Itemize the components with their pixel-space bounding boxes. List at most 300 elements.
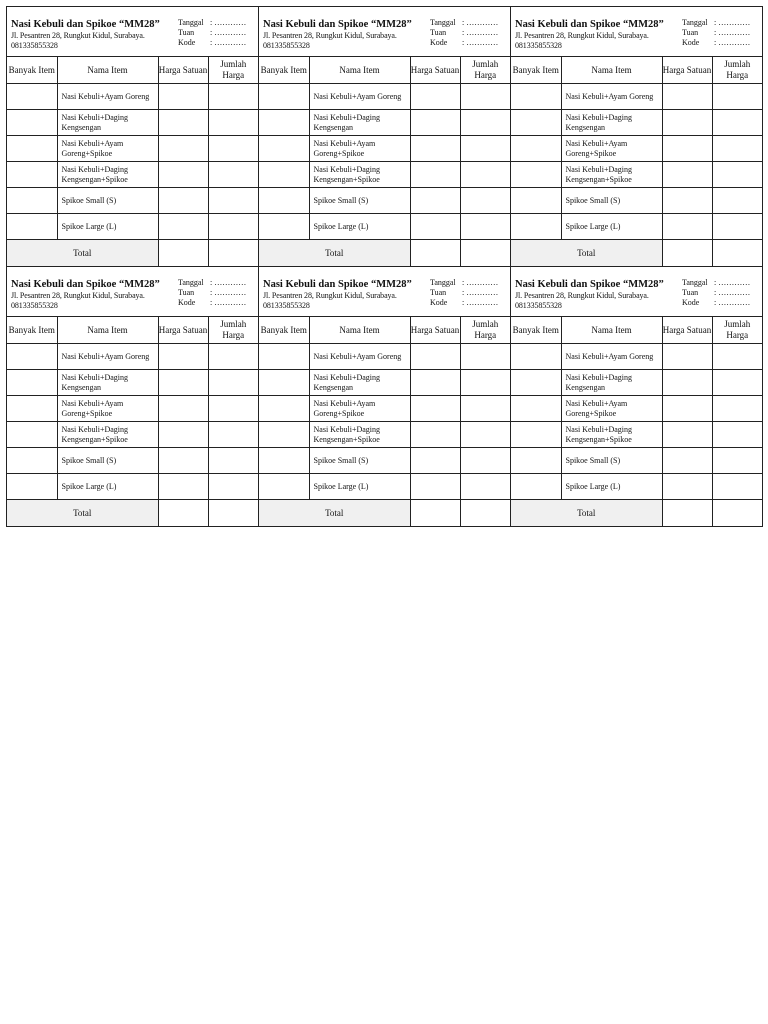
- table-row: [511, 474, 762, 500]
- item-name: Nasi Kebuli+Ayam Goreng: [57, 84, 158, 110]
- meta-value: : …………: [462, 38, 499, 47]
- table-header-row: [259, 57, 510, 84]
- meta-value: : …………: [210, 298, 247, 307]
- col-header-banyak-item: Banyak Item: [7, 317, 57, 344]
- unit-price-cell[interactable]: [158, 370, 208, 396]
- table-row: [511, 162, 762, 188]
- meta-row-tuan: [430, 28, 506, 38]
- total-row: [511, 240, 762, 267]
- receipt-form: [259, 267, 511, 527]
- amount-cell[interactable]: [460, 162, 510, 188]
- qty-cell[interactable]: [7, 396, 57, 422]
- col-header-jumlah-harga: Jumlah Harga: [460, 317, 510, 344]
- order-table: [7, 317, 258, 526]
- meta-value: : …………: [714, 38, 751, 47]
- col-header-banyak-item: Banyak Item: [7, 57, 57, 84]
- amount-cell[interactable]: [208, 396, 258, 422]
- receipt-header: [511, 7, 762, 57]
- receipt-meta: [178, 274, 254, 316]
- col-header-harga-satuan: Harga Satuan: [662, 57, 712, 84]
- qty-cell[interactable]: [259, 344, 309, 370]
- qty-cell[interactable]: [511, 448, 561, 474]
- unit-price-cell[interactable]: [662, 188, 712, 214]
- qty-cell[interactable]: [511, 84, 561, 110]
- total-row: [259, 500, 510, 527]
- shop-address: Jl. Pesantren 28, Rungkut Kidul, Surabaya.: [11, 291, 145, 300]
- unit-price-cell[interactable]: [662, 396, 712, 422]
- total-label: Total: [511, 500, 662, 527]
- table-row: [7, 110, 258, 136]
- meta-row-tanggal: [682, 278, 758, 288]
- qty-cell[interactable]: [259, 136, 309, 162]
- unit-price-cell[interactable]: [158, 136, 208, 162]
- shop-info: [515, 274, 680, 316]
- amount-cell[interactable]: [208, 422, 258, 448]
- amount-cell[interactable]: [712, 344, 762, 370]
- qty-cell[interactable]: [511, 188, 561, 214]
- meta-row-kode: [430, 298, 506, 308]
- unit-price-cell[interactable]: [662, 162, 712, 188]
- meta-label: Tanggal: [178, 18, 204, 27]
- qty-cell[interactable]: [259, 84, 309, 110]
- table-row: [259, 214, 510, 240]
- table-row: [7, 422, 258, 448]
- meta-label: Tuan: [430, 288, 447, 297]
- table-row: [7, 136, 258, 162]
- unit-price-cell[interactable]: [662, 344, 712, 370]
- unit-price-cell[interactable]: [410, 448, 460, 474]
- unit-price-cell[interactable]: [158, 188, 208, 214]
- unit-price-cell[interactable]: [410, 136, 460, 162]
- unit-price-cell[interactable]: [158, 162, 208, 188]
- total-row: [511, 500, 762, 527]
- qty-cell[interactable]: [511, 422, 561, 448]
- unit-price-cell[interactable]: [410, 396, 460, 422]
- amount-cell[interactable]: [460, 110, 510, 136]
- unit-price-cell[interactable]: [410, 422, 460, 448]
- item-name: Spikoe Large (L): [57, 474, 158, 500]
- table-row: [511, 214, 762, 240]
- item-name: Spikoe Large (L): [561, 214, 662, 240]
- item-name: Nasi Kebuli+Ayam Goreng: [57, 344, 158, 370]
- total-unit-cell[interactable]: [410, 240, 460, 267]
- item-name: Nasi Kebuli+Daging Kengsengan+Spikoe: [57, 422, 158, 448]
- qty-cell[interactable]: [259, 188, 309, 214]
- qty-cell[interactable]: [259, 474, 309, 500]
- qty-cell[interactable]: [7, 110, 57, 136]
- meta-row-tanggal: [430, 18, 506, 28]
- shop-phone: 081335855328: [515, 301, 562, 310]
- qty-cell[interactable]: [511, 110, 561, 136]
- meta-value: : …………: [462, 278, 499, 287]
- qty-cell[interactable]: [7, 370, 57, 396]
- receipt-form: [511, 267, 763, 527]
- shop-phone: 081335855328: [263, 301, 310, 310]
- table-header-row: [7, 317, 258, 344]
- amount-cell[interactable]: [460, 370, 510, 396]
- total-amount-cell[interactable]: [460, 500, 510, 527]
- table-header-row: [511, 57, 762, 84]
- table-header-row: [7, 57, 258, 84]
- item-name: Spikoe Large (L): [57, 214, 158, 240]
- receipt-meta: [178, 14, 254, 56]
- item-name: Nasi Kebuli+Daging Kengsengan+Spikoe: [309, 162, 410, 188]
- unit-price-cell[interactable]: [662, 474, 712, 500]
- col-header-nama-item: Nama Item: [561, 317, 662, 344]
- amount-cell[interactable]: [460, 474, 510, 500]
- qty-cell[interactable]: [259, 422, 309, 448]
- unit-price-cell[interactable]: [662, 448, 712, 474]
- table-row: [7, 344, 258, 370]
- total-label: Total: [259, 500, 410, 527]
- col-header-nama-item: Nama Item: [561, 57, 662, 84]
- col-header-banyak-item: Banyak Item: [259, 317, 309, 344]
- amount-cell[interactable]: [460, 422, 510, 448]
- meta-row-tanggal: [682, 18, 758, 28]
- amount-cell[interactable]: [712, 422, 762, 448]
- qty-cell[interactable]: [259, 396, 309, 422]
- unit-price-cell[interactable]: [158, 422, 208, 448]
- amount-cell[interactable]: [208, 474, 258, 500]
- unit-price-cell[interactable]: [158, 84, 208, 110]
- unit-price-cell[interactable]: [158, 214, 208, 240]
- unit-price-cell[interactable]: [158, 396, 208, 422]
- table-row: [259, 162, 510, 188]
- table-row: [259, 136, 510, 162]
- col-header-harga-satuan: Harga Satuan: [410, 317, 460, 344]
- amount-cell[interactable]: [460, 84, 510, 110]
- qty-cell[interactable]: [7, 474, 57, 500]
- receipt-header: [7, 267, 258, 317]
- amount-cell[interactable]: [208, 188, 258, 214]
- receipt-form: [511, 7, 763, 267]
- unit-price-cell[interactable]: [410, 188, 460, 214]
- receipt-meta: [430, 274, 506, 316]
- meta-label: Tuan: [430, 28, 447, 37]
- shop-address: Jl. Pesantren 28, Rungkut Kidul, Surabaya.: [515, 31, 649, 40]
- amount-cell[interactable]: [712, 474, 762, 500]
- unit-price-cell[interactable]: [662, 422, 712, 448]
- shop-name: Nasi Kebuli dan Spikoe “MM28”: [263, 279, 412, 290]
- qty-cell[interactable]: [511, 396, 561, 422]
- col-header-jumlah-harga: Jumlah Harga: [712, 317, 762, 344]
- table-row: [511, 370, 762, 396]
- meta-row-kode: [682, 298, 758, 308]
- col-header-harga-satuan: Harga Satuan: [158, 57, 208, 84]
- order-table: [511, 317, 762, 526]
- item-name: Spikoe Large (L): [309, 214, 410, 240]
- shop-phone: 081335855328: [515, 41, 562, 50]
- amount-cell[interactable]: [208, 110, 258, 136]
- unit-price-cell[interactable]: [662, 110, 712, 136]
- amount-cell[interactable]: [208, 162, 258, 188]
- table-row: [259, 110, 510, 136]
- table-row: [259, 474, 510, 500]
- meta-value: : …………: [462, 28, 499, 37]
- table-row: [7, 84, 258, 110]
- qty-cell[interactable]: [7, 162, 57, 188]
- amount-cell[interactable]: [712, 162, 762, 188]
- qty-cell[interactable]: [7, 84, 57, 110]
- order-table: [7, 57, 258, 266]
- meta-row-tuan: [178, 288, 254, 298]
- receipt-form: [7, 7, 259, 267]
- table-row: [7, 214, 258, 240]
- table-row: [7, 448, 258, 474]
- amount-cell[interactable]: [460, 396, 510, 422]
- amount-cell[interactable]: [712, 448, 762, 474]
- table-row: [511, 110, 762, 136]
- item-name: Nasi Kebuli+Daging Kengsengan+Spikoe: [561, 162, 662, 188]
- item-name: Nasi Kebuli+Daging Kengsengan: [57, 370, 158, 396]
- receipt-header: [259, 7, 510, 57]
- qty-cell[interactable]: [259, 448, 309, 474]
- meta-label: Kode: [430, 38, 448, 47]
- meta-row-kode: [178, 38, 254, 48]
- table-row: [259, 448, 510, 474]
- qty-cell[interactable]: [511, 214, 561, 240]
- qty-cell[interactable]: [7, 214, 57, 240]
- item-name: Nasi Kebuli+Ayam Goreng+Spikoe: [57, 136, 158, 162]
- item-name: Nasi Kebuli+Daging Kengsengan: [309, 110, 410, 136]
- col-header-nama-item: Nama Item: [57, 57, 158, 84]
- col-header-jumlah-harga: Jumlah Harga: [208, 317, 258, 344]
- qty-cell[interactable]: [511, 162, 561, 188]
- meta-label: Tanggal: [430, 18, 456, 27]
- qty-cell[interactable]: [259, 370, 309, 396]
- total-amount-cell[interactable]: [208, 500, 258, 527]
- shop-address: Jl. Pesantren 28, Rungkut Kidul, Surabaya.: [11, 31, 145, 40]
- table-row: [511, 84, 762, 110]
- order-table: [259, 317, 510, 526]
- amount-cell[interactable]: [208, 214, 258, 240]
- qty-cell[interactable]: [511, 344, 561, 370]
- qty-cell[interactable]: [7, 448, 57, 474]
- amount-cell[interactable]: [208, 136, 258, 162]
- total-label: Total: [259, 240, 410, 267]
- meta-row-kode: [178, 298, 254, 308]
- shop-info: [11, 14, 176, 56]
- unit-price-cell[interactable]: [662, 370, 712, 396]
- total-amount-cell[interactable]: [460, 240, 510, 267]
- col-header-nama-item: Nama Item: [57, 317, 158, 344]
- total-unit-cell[interactable]: [158, 500, 208, 527]
- unit-price-cell[interactable]: [662, 214, 712, 240]
- shop-name: Nasi Kebuli dan Spikoe “MM28”: [515, 19, 664, 30]
- meta-value: : …………: [714, 288, 751, 297]
- shop-address: Jl. Pesantren 28, Rungkut Kidul, Surabaya.: [263, 31, 397, 40]
- table-row: [511, 396, 762, 422]
- meta-row-kode: [682, 38, 758, 48]
- item-name: Nasi Kebuli+Ayam Goreng+Spikoe: [561, 136, 662, 162]
- col-header-jumlah-harga: Jumlah Harga: [460, 57, 510, 84]
- qty-cell[interactable]: [511, 370, 561, 396]
- item-name: Nasi Kebuli+Daging Kengsengan+Spikoe: [57, 162, 158, 188]
- amount-cell[interactable]: [712, 110, 762, 136]
- meta-row-tuan: [430, 288, 506, 298]
- item-name: Spikoe Small (S): [57, 188, 158, 214]
- unit-price-cell[interactable]: [410, 214, 460, 240]
- unit-price-cell[interactable]: [410, 84, 460, 110]
- item-name: Nasi Kebuli+Ayam Goreng: [309, 344, 410, 370]
- table-header-row: [511, 317, 762, 344]
- unit-price-cell[interactable]: [410, 162, 460, 188]
- item-name: Spikoe Small (S): [57, 448, 158, 474]
- table-row: [259, 370, 510, 396]
- order-table: [511, 57, 762, 266]
- meta-value: : …………: [210, 18, 247, 27]
- item-name: Spikoe Small (S): [309, 188, 410, 214]
- amount-cell[interactable]: [712, 370, 762, 396]
- meta-label: Tuan: [682, 28, 699, 37]
- shop-phone: 081335855328: [11, 41, 58, 50]
- col-header-harga-satuan: Harga Satuan: [158, 317, 208, 344]
- table-row: [259, 422, 510, 448]
- amount-cell[interactable]: [208, 84, 258, 110]
- amount-cell[interactable]: [208, 448, 258, 474]
- shop-name: Nasi Kebuli dan Spikoe “MM28”: [263, 19, 412, 30]
- qty-cell[interactable]: [259, 162, 309, 188]
- meta-value: : …………: [210, 278, 247, 287]
- meta-row-kode: [430, 38, 506, 48]
- item-name: Nasi Kebuli+Daging Kengsengan+Spikoe: [309, 422, 410, 448]
- unit-price-cell[interactable]: [158, 474, 208, 500]
- item-name: Nasi Kebuli+Daging Kengsengan+Spikoe: [561, 422, 662, 448]
- unit-price-cell[interactable]: [410, 370, 460, 396]
- meta-row-tanggal: [430, 278, 506, 288]
- item-name: Nasi Kebuli+Daging Kengsengan: [561, 110, 662, 136]
- qty-cell[interactable]: [259, 214, 309, 240]
- total-unit-cell[interactable]: [158, 240, 208, 267]
- receipt-meta: [430, 14, 506, 56]
- amount-cell[interactable]: [712, 84, 762, 110]
- col-header-harga-satuan: Harga Satuan: [662, 317, 712, 344]
- table-row: [7, 162, 258, 188]
- qty-cell[interactable]: [259, 110, 309, 136]
- item-name: Nasi Kebuli+Daging Kengsengan: [561, 370, 662, 396]
- total-unit-cell[interactable]: [662, 240, 712, 267]
- total-unit-cell[interactable]: [662, 500, 712, 527]
- shop-address: Jl. Pesantren 28, Rungkut Kidul, Surabaya.: [263, 291, 397, 300]
- meta-label: Tuan: [178, 288, 195, 297]
- meta-value: : …………: [210, 38, 247, 47]
- item-name: Spikoe Small (S): [561, 188, 662, 214]
- receipt-meta: [682, 14, 758, 56]
- amount-cell[interactable]: [712, 214, 762, 240]
- total-amount-cell[interactable]: [712, 240, 762, 267]
- table-row: [259, 188, 510, 214]
- qty-cell[interactable]: [7, 422, 57, 448]
- meta-value: : …………: [714, 28, 751, 37]
- receipt-header: [7, 7, 258, 57]
- table-row: [259, 84, 510, 110]
- meta-label: Kode: [430, 298, 448, 307]
- qty-cell[interactable]: [511, 474, 561, 500]
- col-header-harga-satuan: Harga Satuan: [410, 57, 460, 84]
- shop-phone: 081335855328: [263, 41, 310, 50]
- item-name: Nasi Kebuli+Daging Kengsengan: [309, 370, 410, 396]
- total-row: [7, 240, 258, 267]
- meta-label: Tanggal: [178, 278, 204, 287]
- total-row: [259, 240, 510, 267]
- total-amount-cell[interactable]: [712, 500, 762, 527]
- unit-price-cell[interactable]: [662, 84, 712, 110]
- shop-phone: 081335855328: [11, 301, 58, 310]
- unit-price-cell[interactable]: [410, 474, 460, 500]
- meta-label: Tanggal: [430, 278, 456, 287]
- amount-cell[interactable]: [460, 214, 510, 240]
- amount-cell[interactable]: [208, 370, 258, 396]
- qty-cell[interactable]: [7, 344, 57, 370]
- unit-price-cell[interactable]: [410, 344, 460, 370]
- meta-value: : …………: [714, 298, 751, 307]
- total-unit-cell[interactable]: [410, 500, 460, 527]
- meta-row-tanggal: [178, 18, 254, 28]
- shop-name: Nasi Kebuli dan Spikoe “MM28”: [11, 19, 160, 30]
- unit-price-cell[interactable]: [158, 344, 208, 370]
- shop-address: Jl. Pesantren 28, Rungkut Kidul, Surabaya.: [515, 291, 649, 300]
- unit-price-cell[interactable]: [662, 136, 712, 162]
- meta-value: : …………: [462, 288, 499, 297]
- item-name: Nasi Kebuli+Ayam Goreng+Spikoe: [309, 136, 410, 162]
- shop-name: Nasi Kebuli dan Spikoe “MM28”: [515, 279, 664, 290]
- unit-price-cell[interactable]: [410, 110, 460, 136]
- amount-cell[interactable]: [460, 344, 510, 370]
- item-name: Nasi Kebuli+Ayam Goreng+Spikoe: [561, 396, 662, 422]
- table-row: [7, 396, 258, 422]
- item-name: Nasi Kebuli+Ayam Goreng: [309, 84, 410, 110]
- qty-cell[interactable]: [7, 188, 57, 214]
- meta-label: Kode: [682, 298, 700, 307]
- meta-row-tanggal: [178, 278, 254, 288]
- meta-value: : …………: [714, 278, 751, 287]
- item-name: Spikoe Small (S): [309, 448, 410, 474]
- amount-cell[interactable]: [712, 396, 762, 422]
- table-row: [7, 474, 258, 500]
- meta-label: Tanggal: [682, 18, 708, 27]
- meta-label: Kode: [178, 298, 196, 307]
- unit-price-cell[interactable]: [158, 448, 208, 474]
- shop-name: Nasi Kebuli dan Spikoe “MM28”: [11, 279, 160, 290]
- meta-label: Tuan: [682, 288, 699, 297]
- table-row: [511, 136, 762, 162]
- qty-cell[interactable]: [511, 136, 561, 162]
- amount-cell[interactable]: [712, 136, 762, 162]
- meta-label: Kode: [178, 38, 196, 47]
- unit-price-cell[interactable]: [158, 110, 208, 136]
- amount-cell[interactable]: [460, 448, 510, 474]
- total-amount-cell[interactable]: [208, 240, 258, 267]
- meta-label: Tanggal: [682, 278, 708, 287]
- table-row: [259, 396, 510, 422]
- table-header-row: [259, 317, 510, 344]
- shop-info: [263, 14, 428, 56]
- meta-row-tuan: [682, 28, 758, 38]
- meta-value: : …………: [462, 18, 499, 27]
- item-name: Nasi Kebuli+Ayam Goreng+Spikoe: [57, 396, 158, 422]
- meta-value: : …………: [714, 18, 751, 27]
- shop-info: [515, 14, 680, 56]
- item-name: Spikoe Small (S): [561, 448, 662, 474]
- amount-cell[interactable]: [460, 188, 510, 214]
- table-row: [511, 422, 762, 448]
- total-label: Total: [7, 240, 158, 267]
- amount-cell[interactable]: [712, 188, 762, 214]
- amount-cell[interactable]: [460, 136, 510, 162]
- receipt-meta: [682, 274, 758, 316]
- qty-cell[interactable]: [7, 136, 57, 162]
- amount-cell[interactable]: [208, 344, 258, 370]
